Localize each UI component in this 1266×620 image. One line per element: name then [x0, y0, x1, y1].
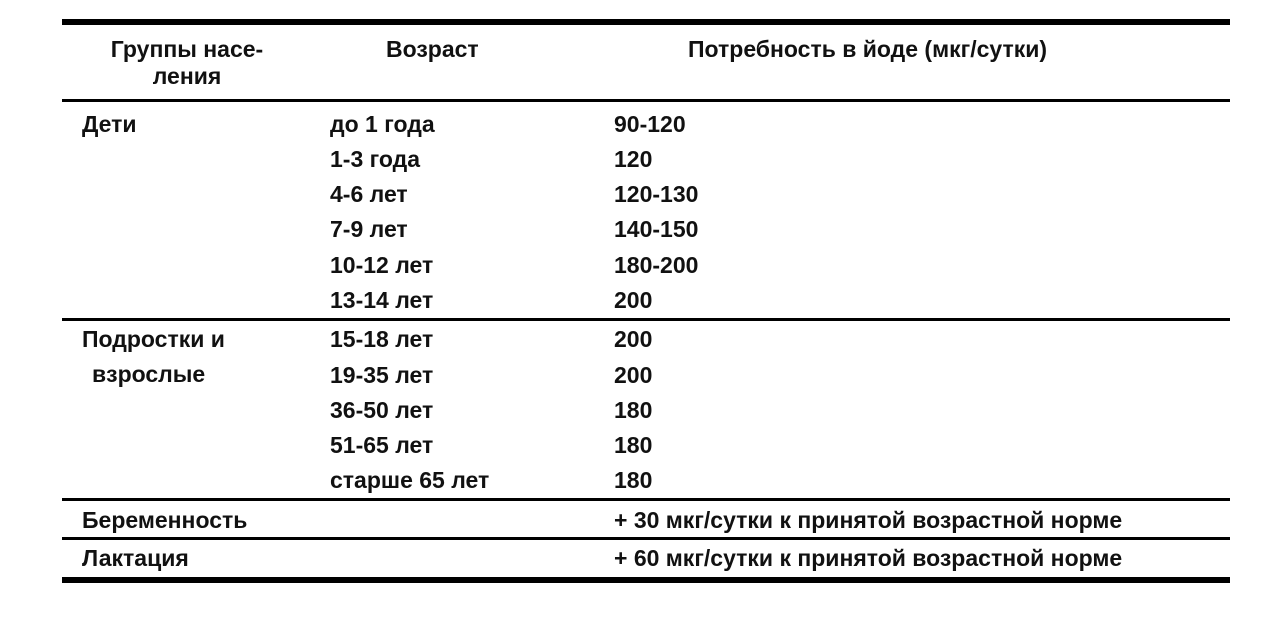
age-cell: 19-35 лет [330, 362, 434, 388]
age-cell: 1-3 года [330, 146, 421, 172]
table-top-rule [62, 19, 1230, 25]
group-pregnancy [82, 507, 247, 534]
group-label-line1: Лактация [82, 545, 189, 571]
age-cell: 13-14 лет [330, 287, 434, 313]
need-cell: 180-200 [614, 252, 699, 278]
need-cell: 180 [614, 397, 653, 423]
need-cell: 90-120 [614, 111, 686, 137]
group-lactation [82, 545, 189, 572]
header-bottom-rule [62, 99, 1230, 102]
need-cell: 120 [614, 146, 653, 172]
need-cell: 120-130 [614, 181, 699, 207]
need-cell: + 30 мкг/сутки к принятой возрастной норме [614, 507, 1123, 533]
need-cell: 180 [614, 432, 653, 458]
group-adolescents-adults [82, 326, 225, 388]
age-cell: 7-9 лет [330, 216, 408, 242]
need-cell: + 60 мкг/сутки к принятой возрастной норме [614, 545, 1123, 571]
need-cell: 200 [614, 287, 653, 313]
group-label-line1: Подростки и [82, 326, 225, 352]
header-need: Потребность в йоде (мкг/сутки) [688, 36, 1048, 62]
section-divider [62, 498, 1230, 501]
need-cell: 180 [614, 467, 653, 493]
age-cell: 15-18 лет [330, 326, 434, 352]
section-divider [62, 318, 1230, 321]
table-bottom-rule [62, 577, 1230, 583]
age-cell: 4-6 лет [330, 181, 408, 207]
header-group-line2: ления [152, 63, 222, 89]
group-label-line1: Дети [82, 111, 137, 137]
header-age: Возраст [386, 36, 479, 62]
header-group-line1: Группы насе- [110, 36, 264, 62]
age-cell: до 1 года [330, 111, 435, 137]
age-cell: 10-12 лет [330, 252, 434, 278]
need-cell: 200 [614, 362, 653, 388]
header-group [92, 36, 282, 90]
age-cell: 36-50 лет [330, 397, 434, 423]
group-label-line1: Беременность [82, 507, 248, 533]
age-cell: старше 65 лет [330, 467, 490, 493]
group-children [82, 111, 137, 138]
age-cell: 51-65 лет [330, 432, 434, 458]
group-label-line2: взрослые [92, 361, 206, 387]
section-divider [62, 537, 1230, 540]
need-cell: 200 [614, 326, 653, 352]
need-cell: 140-150 [614, 216, 699, 242]
